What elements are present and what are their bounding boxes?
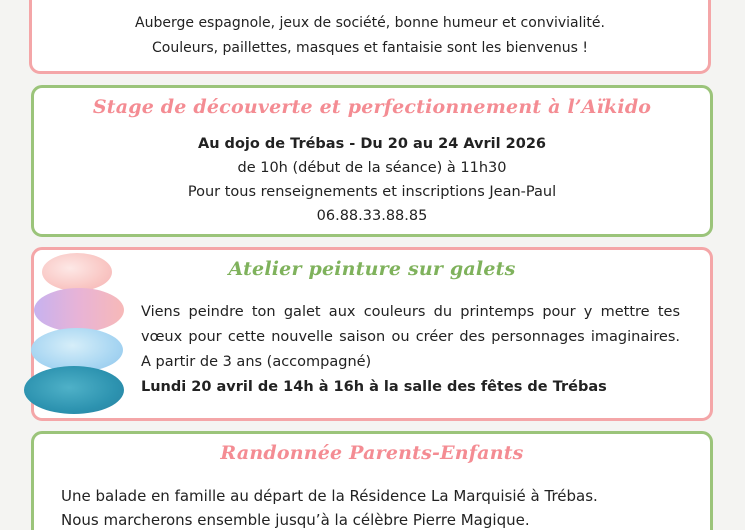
pebble-date-time: Lundi 20 avril de 14h à 16h à la salle des fêtes de Trébas — [141, 379, 607, 395]
hike-description — [61, 484, 690, 530]
aikido-details — [34, 132, 710, 228]
hike-line-1: Une balade en famille au départ de la Résidence La Marquisié à Trébas. — [61, 487, 598, 505]
aikido-contact: Pour tous renseignements et inscriptions Jean-Paul — [187, 184, 557, 200]
aikido-title: Stage de découverte et perfectionnement à l’Aïkido — [92, 96, 652, 118]
pebble-text: Viens peindre ton galet aux couleurs du printemps pour y mettre tes vœux pour cette nouvelle saison ou créer des personnages imaginaires. A partir de 3 ans (accompagné) — [141, 304, 680, 370]
pebble-illustration-teal — [24, 366, 124, 414]
party-line-1: Auberge espagnole, jeux de société, bonne humeur et convivialité. — [135, 15, 605, 31]
event-card-party — [29, 0, 711, 74]
party-line-2: Couleurs, paillettes, masques et fantaisie sont les bienvenus ! — [151, 40, 589, 56]
event-card-aikido — [31, 85, 713, 237]
party-description — [32, 11, 708, 61]
aikido-hours: de 10h (début de la séance) à 11h30 — [237, 160, 507, 176]
hike-title: Randonnée Parents-Enfants — [220, 442, 524, 464]
pebble-description — [141, 300, 680, 400]
pebble-title: Atelier peinture sur galets — [228, 258, 516, 280]
event-card-hike — [31, 431, 713, 530]
hike-line-2: Nous marcherons ensemble jusqu’à la célèbre Pierre Magique. — [61, 511, 530, 529]
event-card-pebble-painting — [31, 247, 713, 421]
aikido-phone: 06.88.33.88.85 — [316, 208, 428, 224]
pebble-illustration-purple — [34, 288, 124, 332]
aikido-location-dates: Au dojo de Trébas - Du 20 au 24 Avril 2026 — [197, 136, 547, 152]
